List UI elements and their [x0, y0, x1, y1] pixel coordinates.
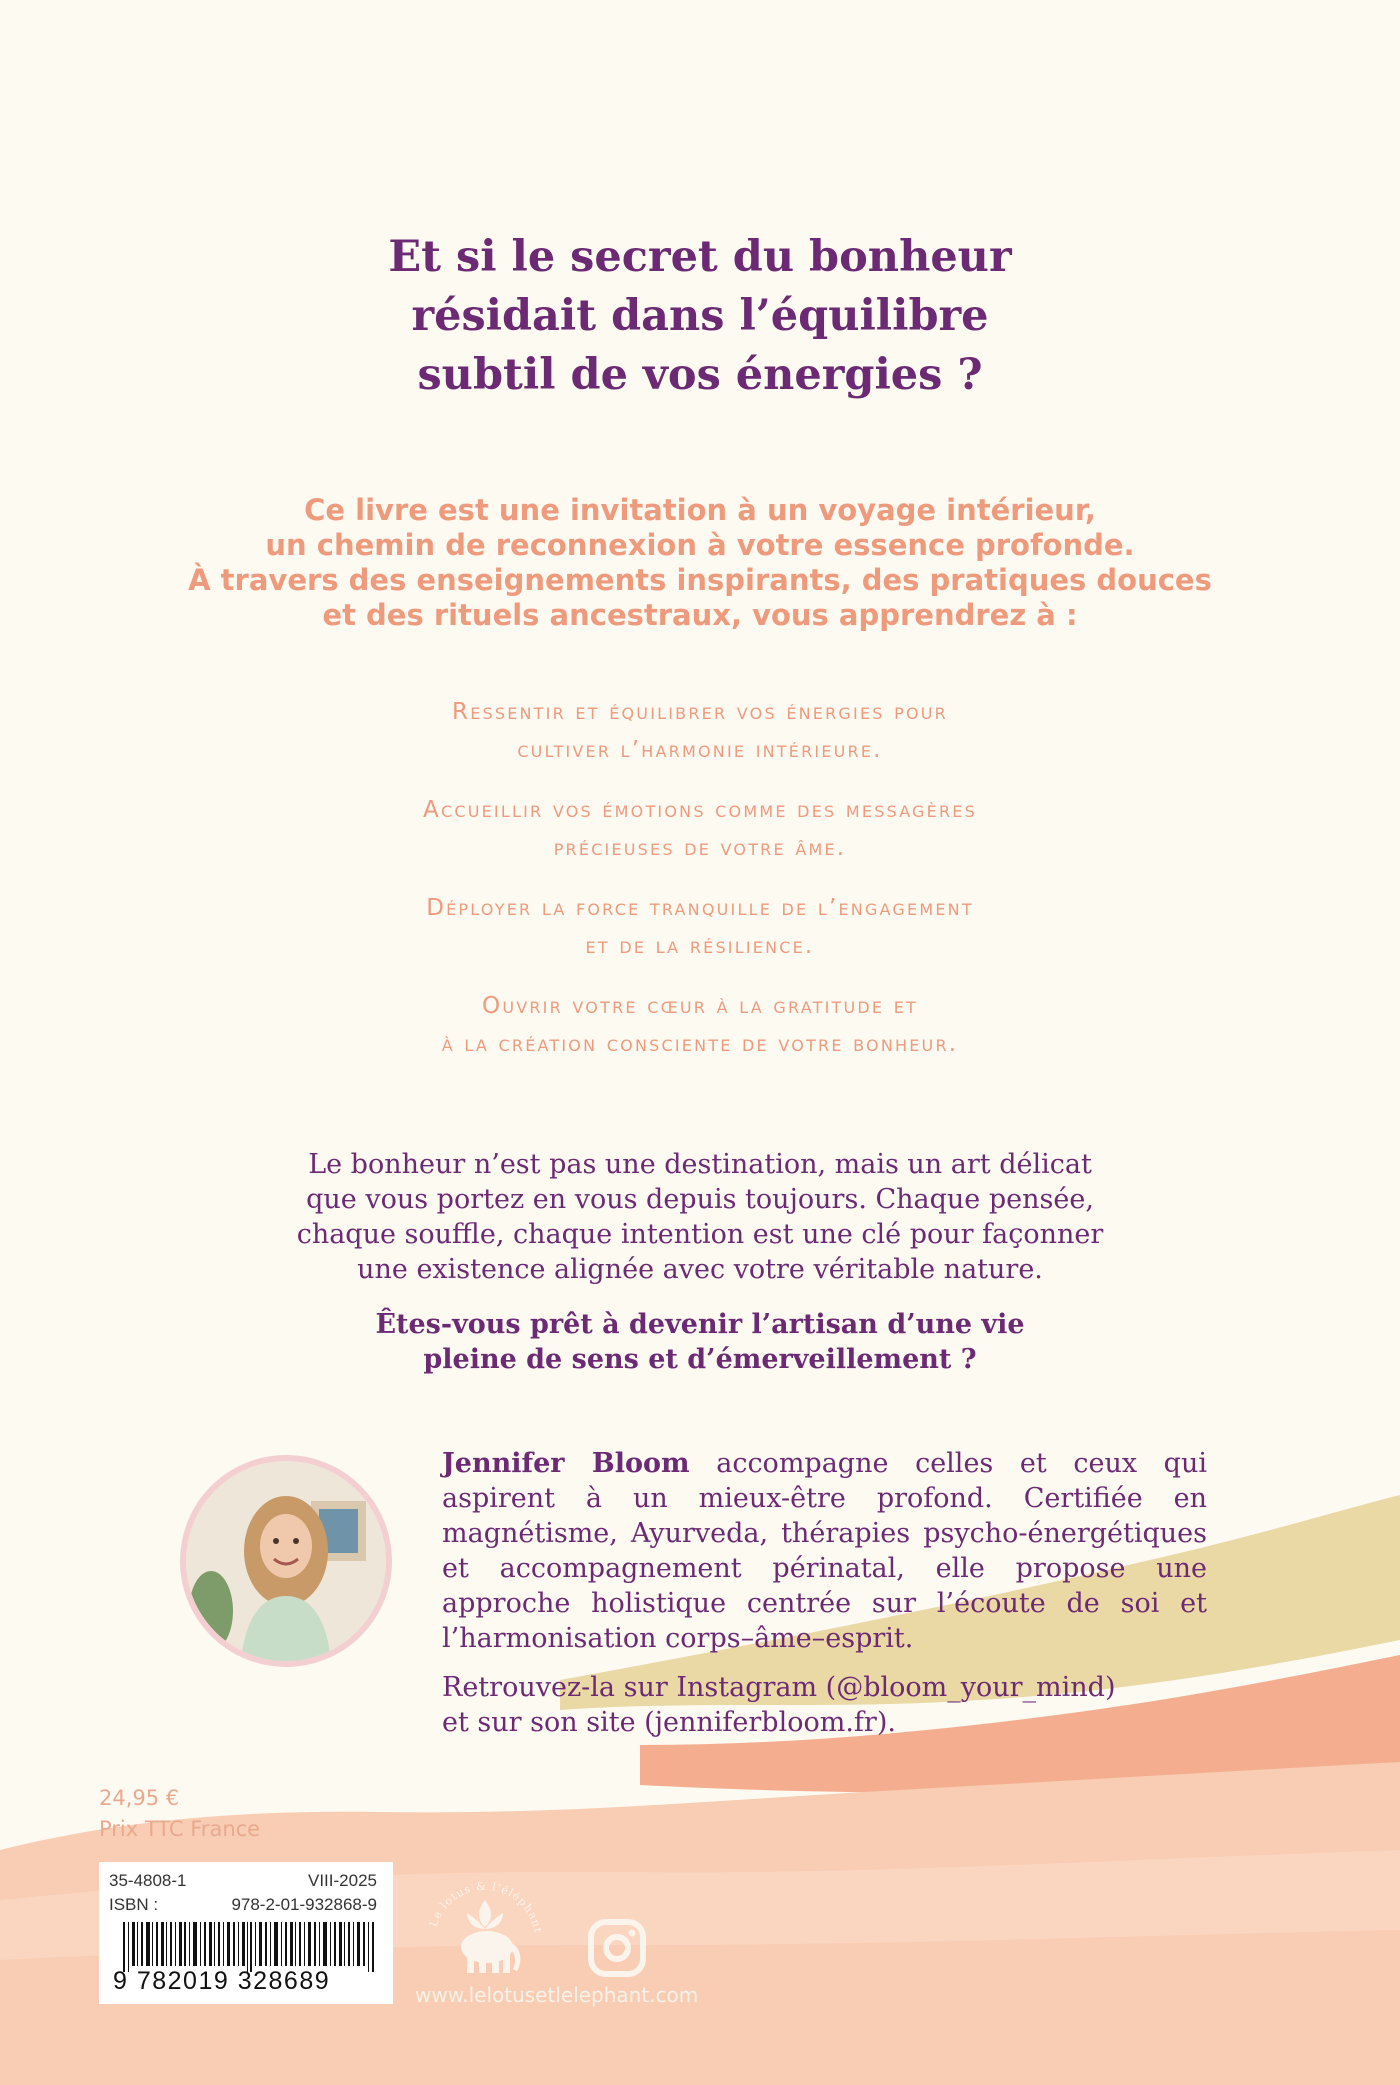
- isbn-number: 978-2-01-932868-9: [231, 1895, 377, 1914]
- benefit-line: ccueillir vos émotions comme des messagères: [440, 797, 977, 823]
- author-website-line: et sur son site (jenniferbloom.fr).: [442, 1707, 896, 1738]
- author-instagram-line: Retrouvez-la sur Instagram (@bloom_your_mind): [442, 1672, 1116, 1703]
- price-label: Prix TTC France: [99, 1817, 261, 1841]
- author-name: Jennifer Bloom: [442, 1448, 690, 1479]
- barcode-digits: 9 782019 328689: [113, 1967, 331, 1995]
- edition-code: VIII-2025: [308, 1871, 377, 1890]
- benefit-item: [0, 889, 1400, 965]
- intro-text: [0, 493, 1400, 633]
- publisher-logo-text: Le lotus & l’éléphant: [426, 1879, 545, 1935]
- question-line: Êtes-vous prêt à devenir l’artisan d’une vie: [375, 1309, 1025, 1340]
- benefit-line: éployer la force tranquille de l’engagement: [446, 895, 974, 921]
- closing-paragraph: [0, 1147, 1400, 1287]
- closing-question: [0, 1307, 1400, 1377]
- publisher-website[interactable]: www.lelotusetlelephant.com: [415, 1983, 699, 2007]
- benefit-line: et de la résilience.: [585, 933, 815, 959]
- paragraph-line: une existence alignée avec votre véritable nature.: [357, 1254, 1043, 1285]
- product-code: 35-4808-1: [109, 1871, 187, 1890]
- headline-line: résidait dans l’équilibre: [411, 291, 989, 341]
- author-photo: [180, 1455, 392, 1667]
- isbn-label: ISBN :: [109, 1895, 159, 1914]
- benefit-item: [0, 791, 1400, 867]
- benefit-item: [0, 987, 1400, 1063]
- barcode-box: [99, 1862, 393, 2004]
- benefit-initial: R: [452, 699, 471, 725]
- benefit-line: uvrir votre cœur à la gratitude et: [502, 993, 918, 1019]
- benefit-line: cultiver l’harmonie intérieure.: [517, 737, 883, 763]
- benefit-initial: O: [482, 993, 503, 1019]
- author-bio: [442, 1446, 1207, 1754]
- author-portrait-image: [186, 1461, 386, 1661]
- author-description: accompagne celles et ceux qui aspirent à un mieux-être profond. Certifiée en magnétisme, Ayurveda, thérapies psycho-énergétiques et accompagnement périnatal, elle propose une approche holistique centrée sur l’écoute de soi et l’harmonisation corps–âme–esprit.: [442, 1448, 1207, 1654]
- paragraph-line: chaque souffle, chaque intention est une clé pour façonner: [296, 1219, 1104, 1250]
- headline-line: subtil de vos énergies ?: [417, 350, 983, 400]
- intro-line: et des rituels ancestraux, vous apprendrez à :: [322, 598, 1078, 632]
- benefit-line: à la création consciente de votre bonheur.: [441, 1031, 959, 1057]
- headline: [0, 228, 1400, 405]
- intro-line: Ce livre est une invitation à un voyage intérieur,: [304, 493, 1096, 527]
- barcode-codes: [109, 1868, 377, 1893]
- benefit-initial: A: [423, 797, 441, 823]
- author-bio-text: [442, 1446, 1207, 1656]
- benefits-list: [0, 693, 1400, 1085]
- benefit-initial: D: [426, 895, 447, 921]
- isbn-row: [109, 1892, 377, 1917]
- question-line: pleine de sens et d’émerveillement ?: [423, 1344, 977, 1375]
- author-links: [442, 1670, 1207, 1740]
- paragraph-line: que vous portez en vous depuis toujours. Chaque pensée,: [306, 1184, 1094, 1215]
- benefit-item: [0, 693, 1400, 769]
- price-block: [99, 1783, 260, 1845]
- paragraph-line: Le bonheur n’est pas une destination, mais un art délicat: [308, 1149, 1092, 1180]
- benefit-line: essentir et équilibrer vos énergies pour: [470, 699, 948, 725]
- publisher-logo: [415, 1855, 555, 1985]
- price-amount: 24,95 €: [99, 1786, 180, 1810]
- instagram-icon[interactable]: [587, 1918, 647, 1978]
- intro-line: À travers des enseignements inspirants, des pratiques douces: [188, 563, 1212, 597]
- barcode-bars: [123, 1922, 378, 1972]
- intro-line: un chemin de reconnexion à votre essence profonde.: [265, 528, 1135, 562]
- headline-line: Et si le secret du bonheur: [388, 232, 1012, 282]
- benefit-line: précieuses de votre âme.: [553, 835, 847, 861]
